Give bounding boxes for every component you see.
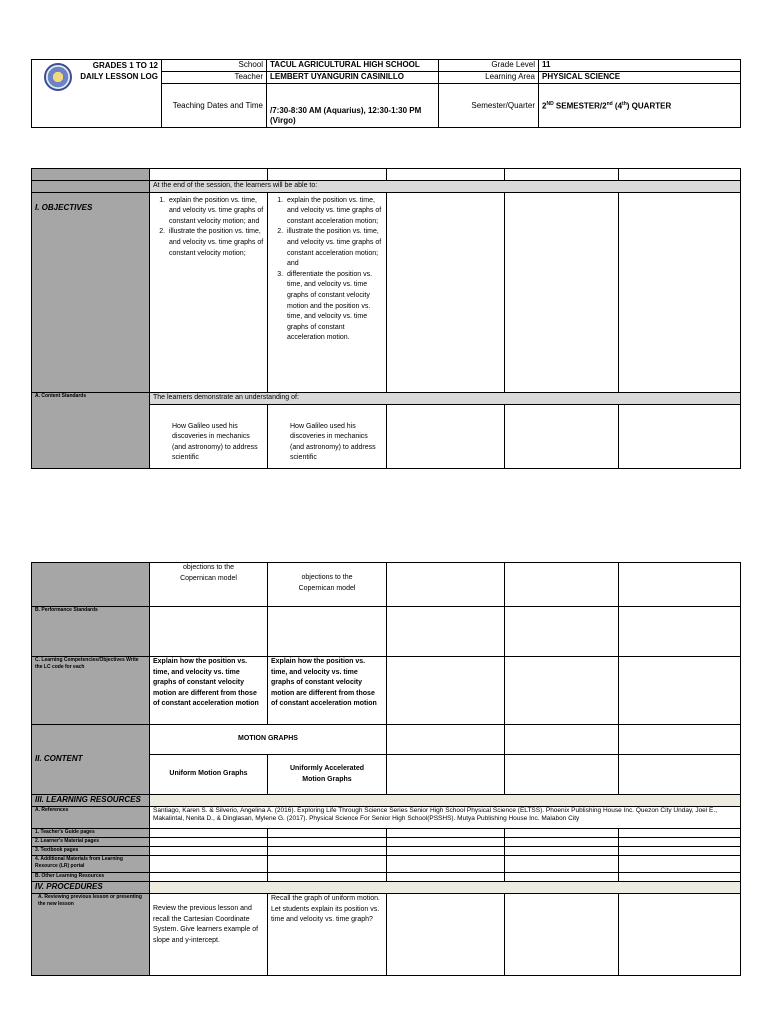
- teaching-dates-value: /7:30-8:30 AM (Aquarius), 12:30-1:30 PM (Virgo): [267, 84, 439, 128]
- objective-item: 1. explain the position vs. time, and velocity vs. time graphs of constant velocity motion; and: [167, 196, 264, 228]
- teaching-dates-label: Teaching Dates and Time: [162, 84, 267, 128]
- competency-col1: Explain how the position vs. time, and velocity vs. time graphs of constant velocity motion are different from those of constant acceleration motion: [150, 657, 268, 725]
- resources-row-label: B. Other Learning Resources: [32, 873, 150, 882]
- school-label: School: [162, 60, 267, 72]
- objective-item: 3. differentiate the position vs. time, and velocity vs. time graphs of constant velocity motion and the position vs. time, and velocity vs. time graphs of constant acceleration motion.: [285, 270, 383, 344]
- school-value: TACUL AGRICULTURAL HIGH SCHOOL: [267, 60, 439, 72]
- procedures-label: IV. PROCEDURES: [32, 882, 150, 894]
- grade-level-value: 11: [539, 60, 741, 72]
- resources-row-label: 2. Learner's Material pages: [32, 838, 150, 847]
- grade-level-label: Grade Level: [439, 60, 539, 72]
- content-topic: MOTION GRAPHS: [150, 725, 387, 755]
- resources-row-label: 1. Teacher's Guide pages: [32, 829, 150, 838]
- objective-item: 2. illustrate the position vs. time, and velocity vs. time graphs of constant velocity motion;: [167, 227, 264, 259]
- semester-label: Semester/Quarter: [439, 84, 539, 128]
- lesson-table-part2: [31, 562, 741, 976]
- teacher-value: LEMBERT UYANGURIN CASINILLO: [267, 72, 439, 84]
- references-label: A. References: [32, 807, 150, 829]
- content-label: II. CONTENT: [32, 725, 150, 795]
- competency-col2: Explain how the position vs. time, and velocity vs. time graphs of constant velocity motion are different from those of constant acceleration motion: [268, 657, 387, 725]
- resources-label: III. LEARNING RESOURCES: [32, 795, 150, 807]
- content-standard-col2: How Galileo used his discoveries in mechanics (and astronomy) to address scientific: [268, 404, 387, 468]
- procedure-a-col1: Review the previous lesson and recall the Cartesian Coordinate System. Give learners example of slope and y-intercept.: [150, 894, 268, 976]
- competencies-label: C. Learning Competencies/Objectives Write the LC code for each: [32, 657, 150, 725]
- procedure-a-col2: Recall the graph of uniform motion. Let students explain its position vs. time and velocity vs. time graph?: [268, 894, 387, 976]
- deped-seal-icon: [44, 63, 72, 91]
- learning-area-label: Learning Area: [439, 72, 539, 84]
- objective-item: 2. illustrate the position vs. time, and velocity vs. time graphs of constant acceleration motion; and: [285, 227, 383, 269]
- content-standard-col1: How Galileo used his discoveries in mechanics (and astronomy) to address scientific: [150, 404, 268, 468]
- content-col1: Uniform Motion Graphs: [150, 755, 268, 795]
- references-text: Santiago, Karen S. & Silverio, Angelina A. (2016). Exploring Life Through Science Series Senior High School Physical Science (ELTSS). Phoenix Publishing House Inc. Quezon City Unday, Joel E., Makalintal, Nenita D., & Dinglasan, Mylene G. (2017). Physical Science For Senior High School(PSSHS). Mutya Publishing House Inc. Malabon City: [150, 807, 741, 829]
- objectives-title: I. OBJECTIVES: [32, 192, 150, 392]
- content-col2: Uniformly Accelerated Motion Graphs: [268, 755, 387, 795]
- semester-value: 2ND SEMESTER/2nd (4th) QUARTER: [539, 84, 741, 128]
- resources-row-label: 3. Textbook pages: [32, 847, 150, 856]
- objectives-col2: [268, 192, 387, 392]
- content-standards-intro: The learners demonstrate an understanding of:: [150, 392, 741, 404]
- performance-standards-label: B. Performance Standards: [32, 607, 150, 657]
- content-standards-label: A. Content Standards: [32, 392, 150, 468]
- lesson-table-part1: [31, 168, 741, 469]
- objectives-col1: [150, 192, 268, 392]
- objective-item: 1. explain the position vs. time, and velocity vs. time graphs of constant acceleration motion;: [285, 196, 383, 228]
- learning-area-value: PHYSICAL SCIENCE: [539, 72, 741, 84]
- teacher-label: Teacher: [162, 72, 267, 84]
- header-table: [31, 59, 741, 128]
- resources-row-label: 4. Additional Materials from Learning Resource (LR) portal: [32, 856, 150, 873]
- content-standard-col1-cont: objections to the Copernican model: [150, 563, 268, 607]
- procedure-a-label: A. Reviewing previous lesson or presenting the new lesson: [32, 894, 150, 976]
- log-title: DAILY LESSON LOG: [80, 72, 158, 81]
- grades-label: GRADES 1 TO 12: [92, 61, 158, 70]
- header-logo-cell: [32, 60, 162, 128]
- objectives-intro: At the end of the session, the learners will be able to:: [150, 181, 741, 193]
- content-standard-col2-cont: objections to the Copernican model: [268, 563, 387, 607]
